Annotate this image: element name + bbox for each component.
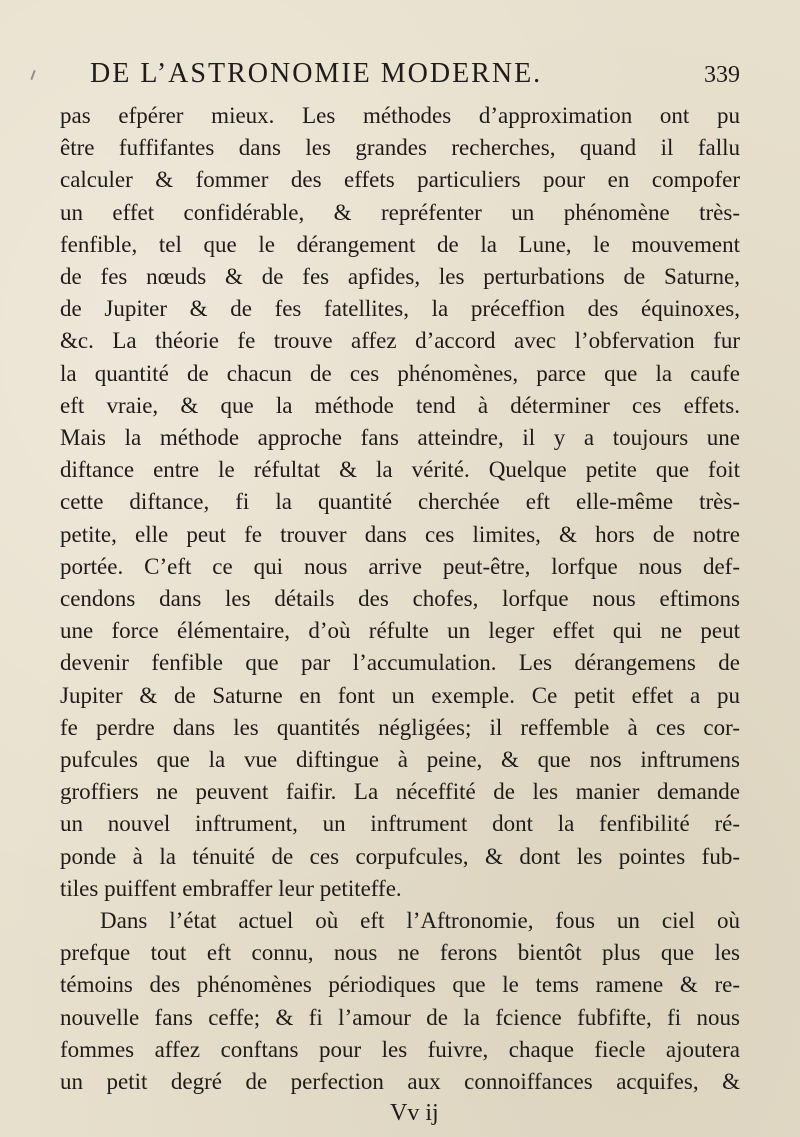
running-head — [90, 58, 740, 90]
body-text — [60, 100, 740, 1098]
text-line: &c. La théorie fe trouve affez d’accord avec l’obfervation fur — [60, 328, 740, 354]
text-line: ponde à la ténuité de ces corpufcules, & dont les pointes fub- — [60, 843, 740, 869]
text-line: être fuffifantes dans les grandes recherches, quand il fallu — [60, 135, 740, 161]
text-line: pas efpérer mieux. Les méthodes d’approximation ont pu — [60, 103, 740, 128]
text-line: petite, elle peut fe trouver dans ces limites, & hors de notre — [60, 521, 740, 547]
text-line: diftance entre le réfultat & la vérité. Quelque petite que foit — [60, 457, 740, 483]
text-line: calculer & fommer des effets particuliers pour en compofer — [60, 167, 740, 193]
text-line: devenir fenfible que par l’accumulation. Les dérangemens de — [60, 650, 740, 676]
text-line: la quantité de chacun de ces phénomènes, parce que la caufe — [60, 360, 740, 386]
book-page — [60, 58, 740, 1127]
signature-mark: Vv ij — [390, 1100, 439, 1127]
text-line: tiles puiffent embraffer leur petiteffe. — [60, 875, 402, 901]
text-line: un effet confidérable, & repréfenter un phénomène très- — [60, 199, 740, 225]
text-line: Mais la méthode approche fans atteindre, il y a toujours une — [60, 425, 740, 451]
page-number: 339 — [704, 62, 740, 88]
text-line: de fes nœuds & de fes apfides, les perturbations de Saturne, — [60, 264, 740, 290]
text-line: témoins des phénomènes périodiques que le tems ramene & re- — [60, 972, 740, 998]
text-line: cendons dans les détails des chofes, lorfque nous eftimons — [60, 586, 740, 612]
paragraph-2 — [60, 905, 740, 1098]
text-line: un nouvel inftrument, un inftrument dont la fenfibilité ré- — [60, 811, 740, 837]
text-line: un petit degré de perfection aux connoiffances acquifes, & — [60, 1069, 740, 1095]
margin-mark — [30, 70, 35, 80]
text-line: groffiers ne peuvent faifir. La néceffité de les manier demande — [60, 779, 740, 805]
text-line: prefque tout eft connu, nous ne ferons bientôt plus que les — [60, 940, 740, 966]
text-line: Dans l’état actuel où eft l’Aftronomie, fous un ciel où — [100, 908, 740, 934]
paragraph-1 — [60, 100, 740, 905]
text-line: fommes affez conftans pour les fuivre, chaque fiecle ajoutera — [60, 1036, 740, 1062]
text-line: cette diftance, fi la quantité cherchée eft elle-même très- — [60, 489, 740, 515]
text-line: eft vraie, & que la méthode tend à déterminer ces effets. — [60, 392, 740, 418]
running-title: DE L’ASTRONOMIE MODERNE. — [90, 58, 543, 89]
text-line: pufcules que la vue diftingue à peine, & que nos inftrumens — [60, 747, 740, 773]
text-line: nouvelle fans ceffe; & fi l’amour de la fcience fubfifte, fi nous — [60, 1004, 740, 1030]
text-line: une force élémentaire, d’où réfulte un leger effet qui ne peut — [60, 618, 740, 644]
text-line: Jupiter & de Saturne en font un exemple. Ce petit effet a pu — [60, 682, 740, 708]
text-line: de Jupiter & de fes fatellites, la préceffion des équinoxes, — [60, 296, 740, 322]
text-line: fenfible, tel que le dérangement de la Lune, le mouvement — [60, 231, 740, 257]
text-line: portée. C’eft ce qui nous arrive peut-être, lorfque nous def- — [60, 553, 740, 579]
text-line: fe perdre dans les quantités négligées; il reffemble à ces cor- — [60, 714, 740, 740]
